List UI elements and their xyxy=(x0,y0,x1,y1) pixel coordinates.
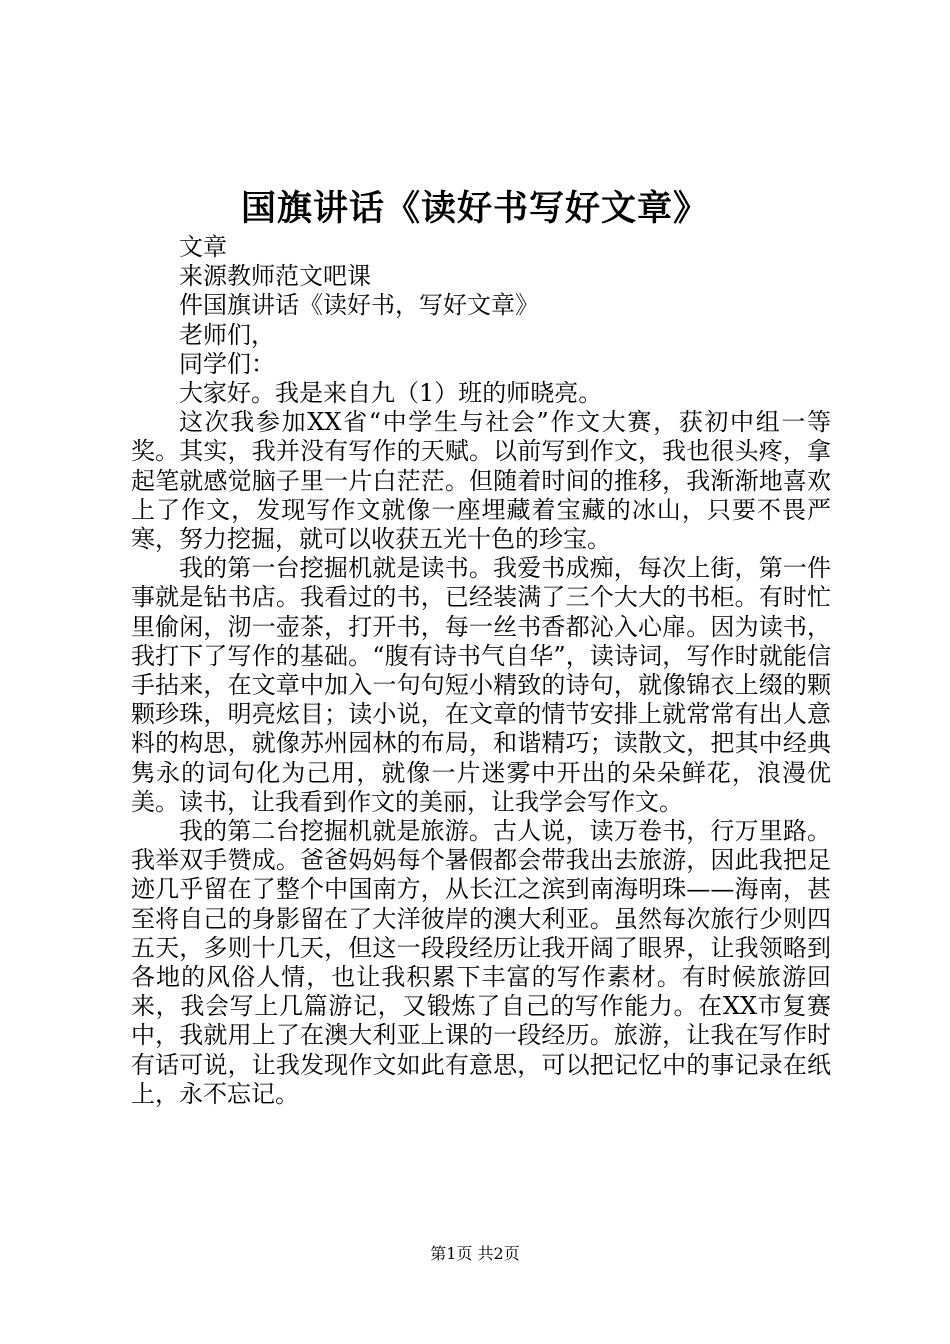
header-line: 文章 xyxy=(179,233,227,261)
header-line: 大家好。我是来自九（1）班的师晓亮。 xyxy=(179,379,603,408)
paragraph: 这次我参加XX省“中学生与社会”作文大赛，获初中组一等奖。其实，我并没有写作的天赋。以前写到作文，我也很头疼，拿起笔就感觉脑子里一片白茫茫。但随着时间的推移，我渐渐地喜欢上了作文，发现写作文就像一座埋藏着宝藏的冰山，只要不畏严寒，努力挖掘，就可以收获五光十色的珍宝。 xyxy=(131,408,831,554)
header-line: 件国旗讲话《读好书，写好文章》 xyxy=(179,291,539,320)
paragraph: 我的第二台挖掘机就是旅游。古人说，读万卷书，行万里路。我举双手赞成。爸爸妈妈每个暑假都会带我出去旅游，因此我把足迹几乎留在了整个中国南方，从长江之滨到南海明珠——海南，甚至将自己的身影留在了大洋彼岸的澳大利亚。虽然每次旅行少则四五天，多则十几天，但这一段段经历让我开阔了眼界，让我领略到各地的风俗人情，也让我积累下丰富的写作素材。有时候旅游回来，我会写上几篇游记，又锻炼了自己的写作能力。在XX市复赛中，我就用上了在澳大利亚上课的一段经历。旅游，让我在写作时有话可说，让我发现作文如此有意思，可以把记忆中的事记录在纸上，永不忘记。 xyxy=(131,817,831,1108)
paragraph: 我的第一台挖掘机就是读书。我爱书成痴，每次上街，第一件事就是钻书店。我看过的书，已经装满了三个大大的书柜。有时忙里偷闲，沏一壶茶，打开书，每一丝书香都沁入心扉。因为读书，我打下了写作的基础。“腹有诗书气自华”，读诗词，写作时就能信手拈来，在文章中加入一句句短小精致的诗句，就像锦衣上缀的颗颗珍珠，明亮炫目；读小说，在文章的情节安排上就常常有出人意料的构思，就像苏州园林的布局，和谐精巧；读散文，把其中经典隽永的词句化为己用，就像一片迷雾中开出的朵朵鲜花，浪漫优美。读书，让我看到作文的美丽，让我学会写作文。 xyxy=(131,554,831,816)
header-line: 同学们： xyxy=(179,349,275,378)
page-footer: 第1页 共2页 xyxy=(430,1244,520,1263)
page-title: 国旗讲话《读好书写好文章》 xyxy=(240,188,709,229)
header-line: 老师们， xyxy=(179,320,275,349)
document-body xyxy=(131,233,831,1109)
header-line: 来源教师范文吧课 xyxy=(179,262,371,291)
